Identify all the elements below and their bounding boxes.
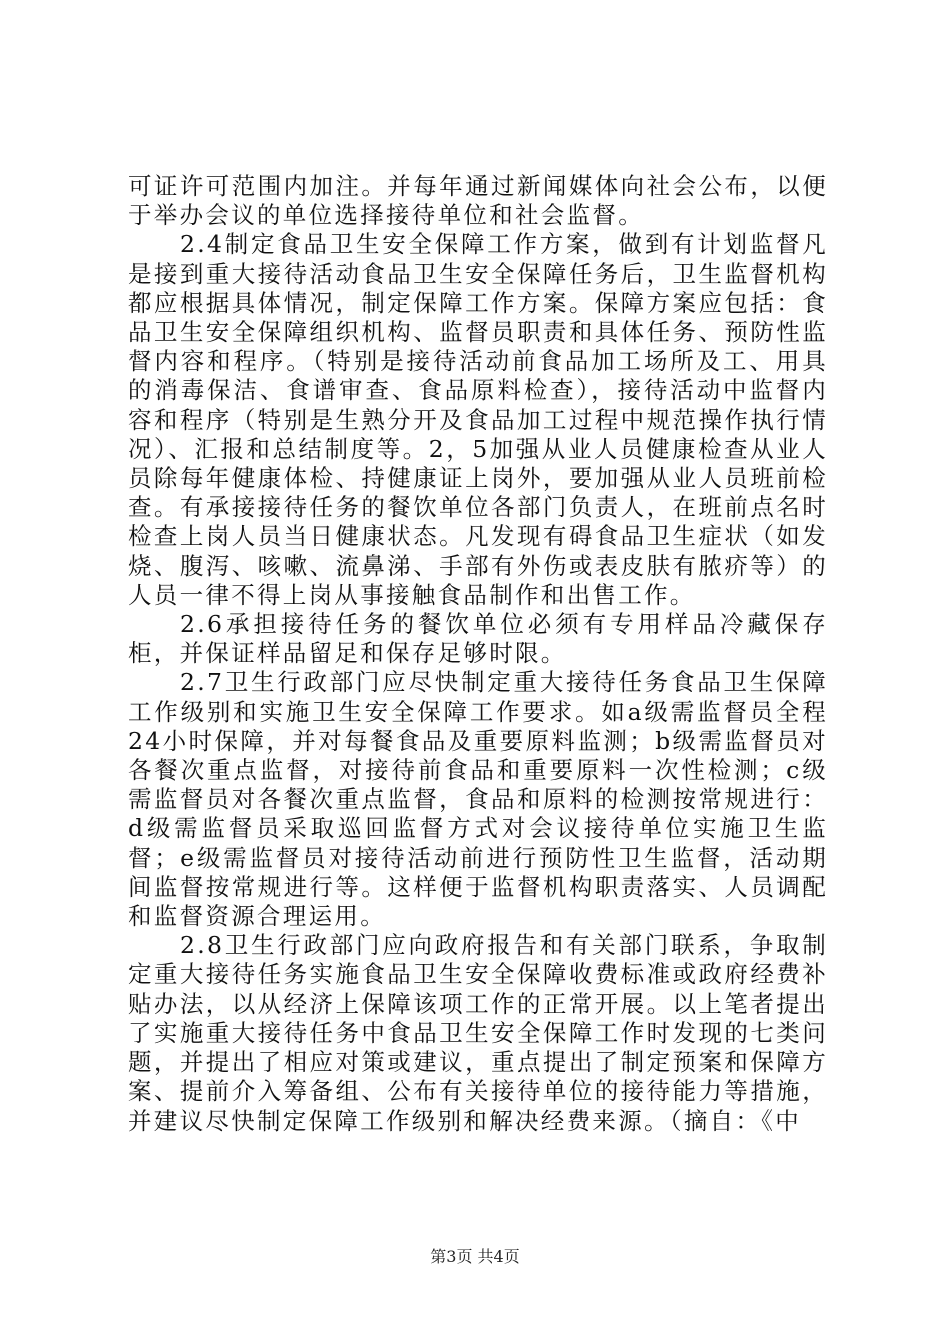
paragraph-2-6: 2.6承担接待任务的餐饮单位必须有专用样品冷藏保存柜，并保证样品留足和保存足够时限。 [128, 610, 828, 668]
paragraph-2-4: 2.4制定食品卫生安全保障工作方案，做到有计划监督凡是接到重大接待活动食品卫生安全保障任务后，卫生监督机构都应根据具体情况，制定保障工作方案。保障方案应包括：食品卫生安全保障组织机构、监督员职责和具体任务、预防性监督内容和程序。（特别是接待活动前食品加工场所及工、用具的消毒保洁、食谱审查、食品原料检查），接待活动中监督内容和程序（特别是生熟分开及食品加工过程中规范操作执行情况）、汇报和总结制度等。2，5加强从业人员健康检查从业人员除每年健康体检、持健康证上岗外，要加强从业人员班前检查。有承接接待任务的餐饮单位各部门负责人，在班前点名时检查上岗人员当日健康状态。凡发现有碍食品卫生症状（如发烧、腹泻、咳嗽、流鼻涕、手部有外伤或表皮肤有脓疥等）的人员一律不得上岗从事接触食品制作和出售工作。 [128, 230, 828, 609]
paragraph-1: 可证许可范围内加注。并每年通过新闻媒体向社会公布，以便于举办会议的单位选择接待单位和社会监督。 [128, 172, 828, 230]
document-body [128, 172, 828, 1136]
paragraph-2-8: 2.8卫生行政部门应向政府报告和有关部门联系，争取制定重大接待任务实施食品卫生安全保障收费标准或政府经费补贴办法，以从经济上保障该项工作的正常开展。以上笔者提出了实施重大接待任务中食品卫生安全保障工作时发现的七类问题，并提出了相应对策或建议，重点提出了制定预案和保障方案、提前介入筹备组、公布有关接待单位的接待能力等措施，并建议尽快制定保障工作级别和解决经费来源。（摘自：《中 [128, 931, 828, 1135]
paragraph-2-7: 2.7卫生行政部门应尽快制定重大接待任务食品卫生保障工作级别和实施卫生安全保障工作要求。如a级需监督员全程24小时保障，并对每餐食品及重要原料监测；b级需监督员对各餐次重点监督，对接待前食品和重要原料一次性检测；c级需监督员对各餐次重点监督，食品和原料的检测按常规进行：d级需监督员采取巡回监督方式对会议接待单位实施卫生监督；e级需监督员对接待活动前进行预防性卫生监督，活动期间监督按常规进行等。这样便于监督机构职责落实、人员调配和监督资源合理运用。 [128, 668, 828, 931]
page-footer: 第3页 共4页 [430, 1247, 520, 1266]
